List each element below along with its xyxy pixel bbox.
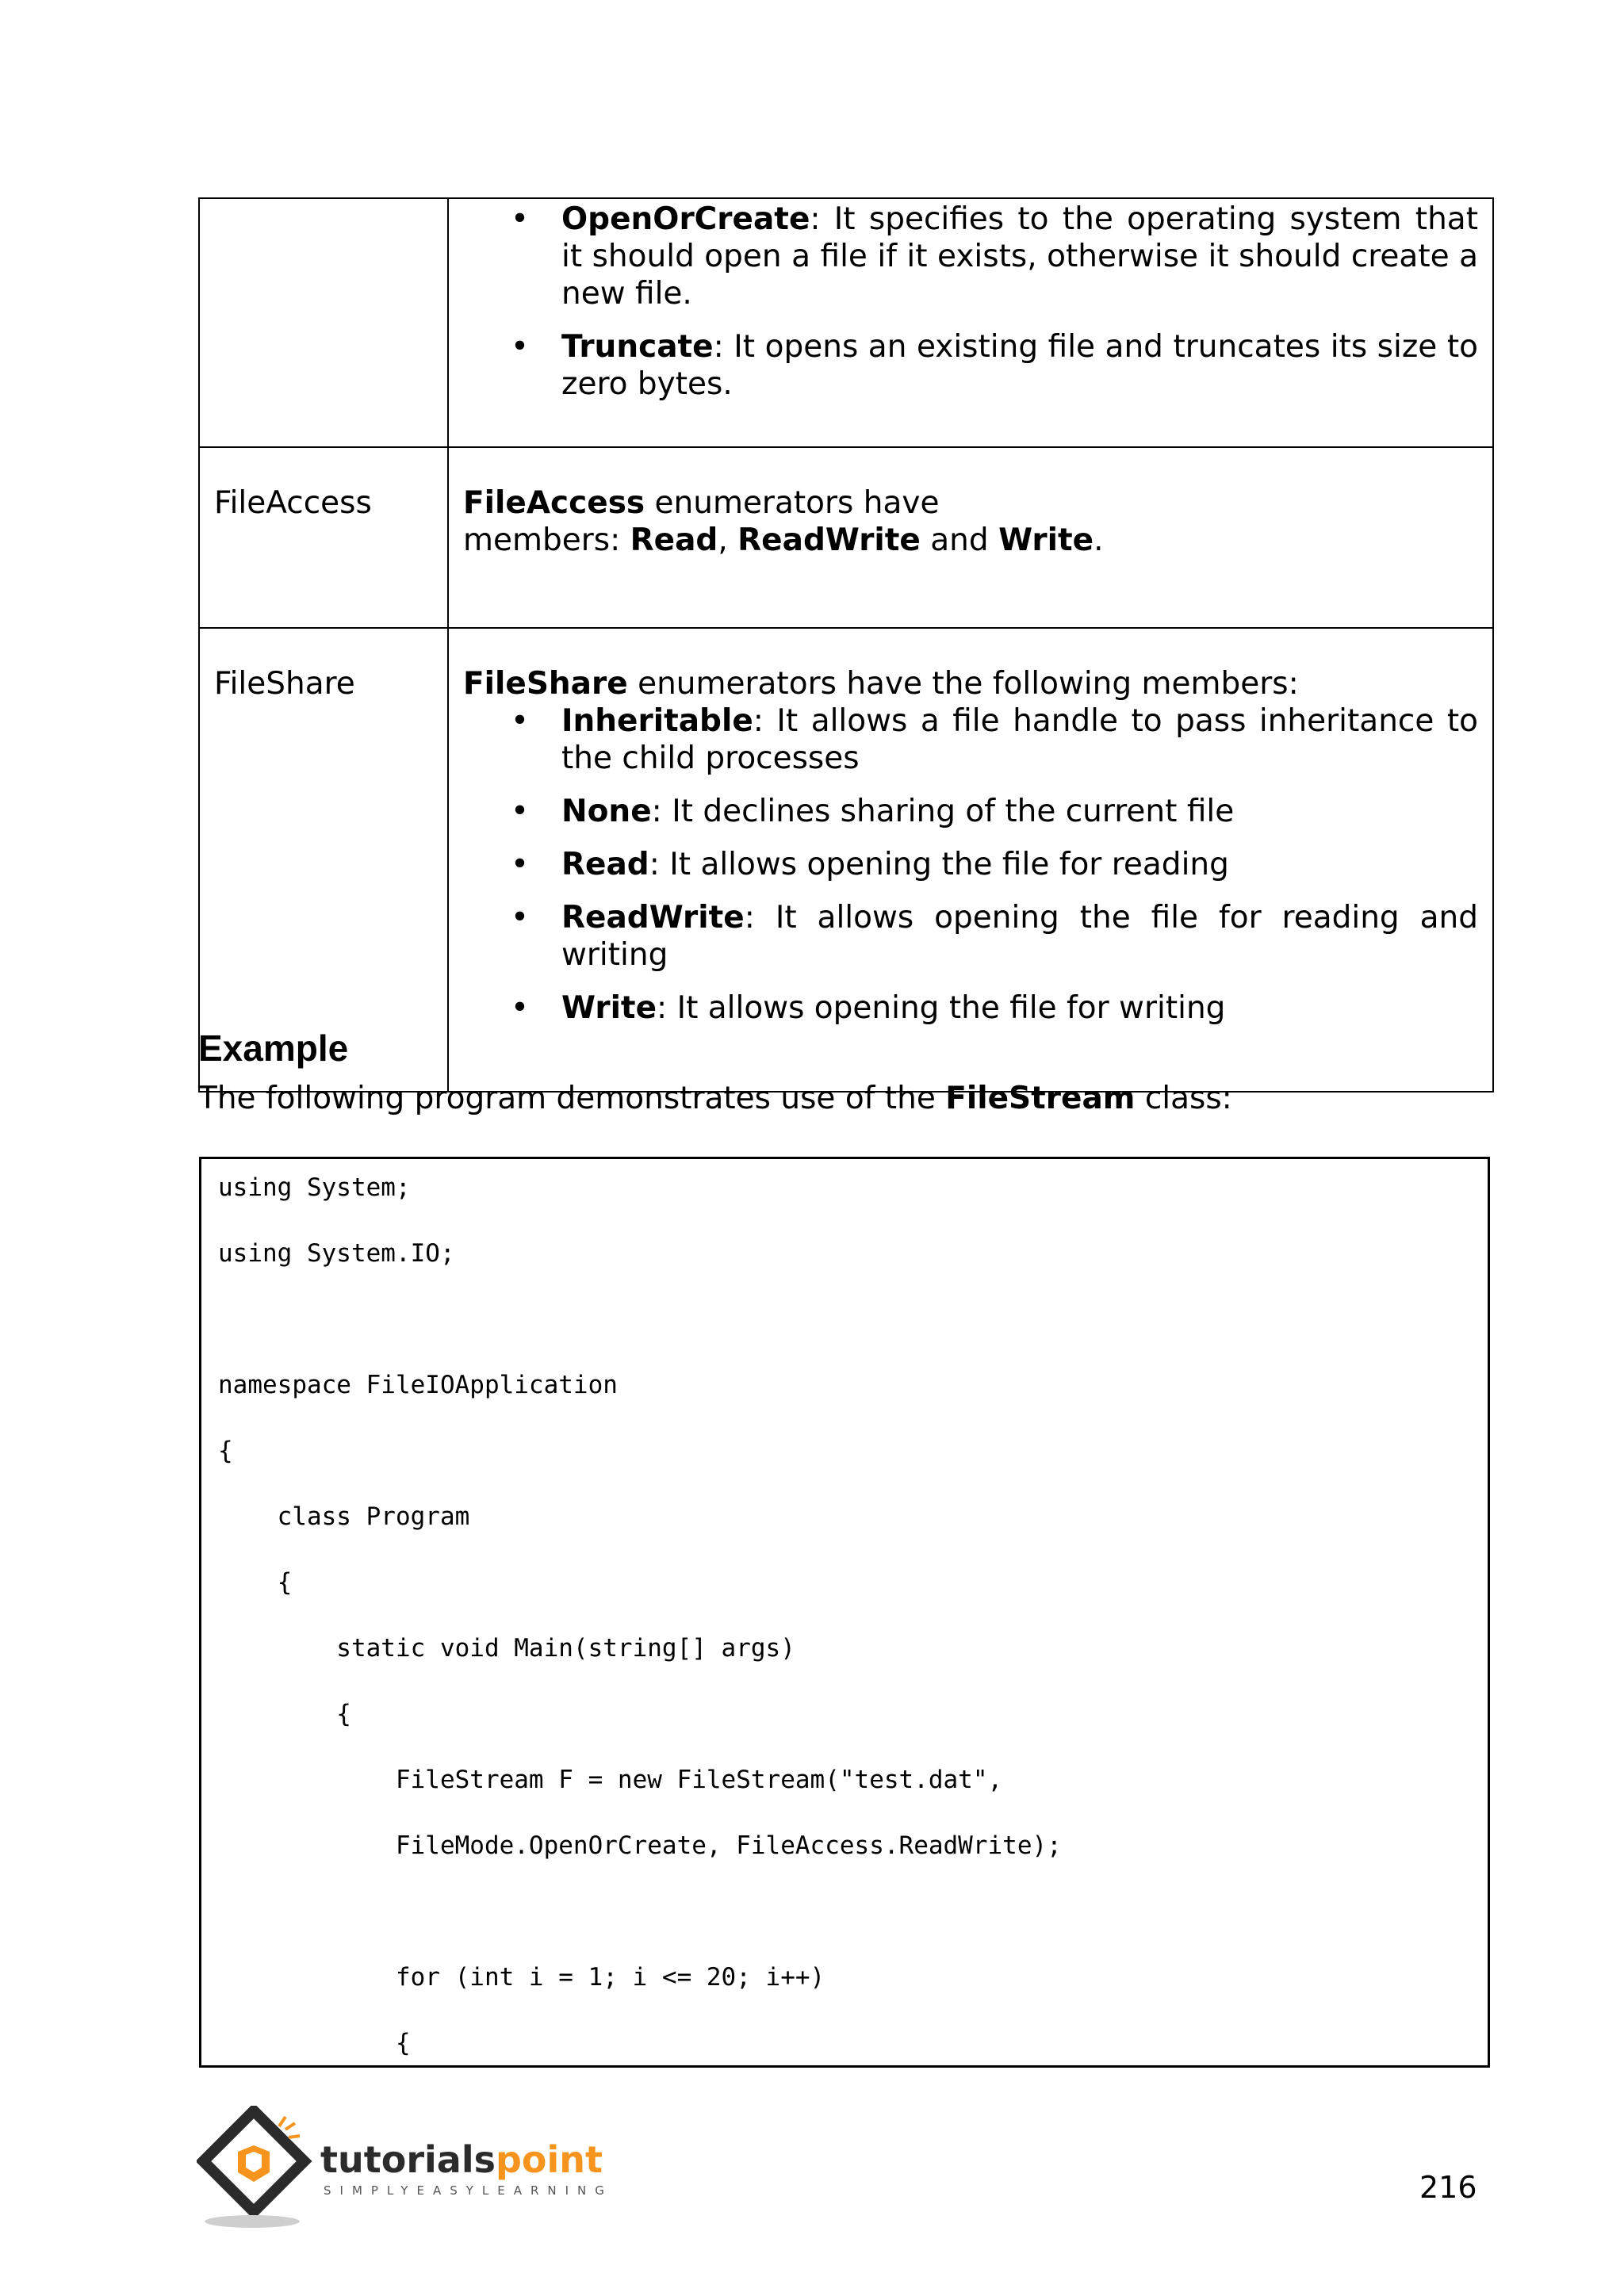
parameter-description-cell bbox=[448, 198, 1493, 447]
code-line: using System; bbox=[218, 1173, 411, 1202]
parameter-name-cell bbox=[199, 198, 448, 447]
list-item-term: None bbox=[561, 794, 652, 829]
code-line: { bbox=[218, 1568, 293, 1597]
description-text bbox=[463, 665, 1478, 702]
list-item bbox=[561, 989, 1478, 1027]
bullet-list bbox=[463, 201, 1478, 403]
parameter-name-cell: FileShare bbox=[199, 628, 448, 1092]
text: members: bbox=[463, 522, 630, 558]
list-item-text: : It declines sharing of the current file bbox=[651, 794, 1235, 829]
list-item-term: Write bbox=[561, 990, 657, 1026]
list-item bbox=[561, 201, 1478, 312]
list-item-term: Read bbox=[561, 847, 649, 882]
text: enumerators have the following members: bbox=[627, 666, 1299, 702]
list-item-term: Truncate bbox=[561, 329, 714, 365]
code-line: static void Main(string[] args) bbox=[218, 1634, 795, 1663]
term: Write bbox=[998, 522, 1094, 558]
intro-paragraph bbox=[198, 1080, 1232, 1118]
list-item-text: : It allows opening the file for reading and writing bbox=[561, 900, 1478, 973]
term: ReadWrite bbox=[737, 522, 921, 558]
parameter-description-cell bbox=[448, 628, 1493, 1092]
bullet-list bbox=[463, 702, 1478, 1027]
text: class: bbox=[1135, 1081, 1232, 1116]
list-item-text: : It allows opening the file for reading bbox=[649, 847, 1229, 882]
logo-tagline: SIMPLYEASYLEARNING bbox=[324, 2183, 613, 2198]
term: FileShare bbox=[463, 666, 628, 702]
table-row bbox=[199, 628, 1493, 1092]
text: . bbox=[1094, 522, 1104, 558]
code-line: for (int i = 1; i <= 20; i++) bbox=[218, 1963, 825, 1992]
list-item bbox=[561, 793, 1478, 830]
code-line: using System.IO; bbox=[218, 1239, 455, 1268]
list-item bbox=[561, 846, 1478, 883]
list-item bbox=[561, 328, 1478, 403]
list-item-term: ReadWrite bbox=[561, 900, 745, 936]
code-line: namespace FileIOApplication bbox=[218, 1371, 618, 1399]
code-line: { bbox=[218, 1437, 233, 1465]
list-item-term: Inheritable bbox=[561, 703, 753, 739]
parameter-table bbox=[198, 197, 1494, 1093]
logo-wordmark: tutorialspoint bbox=[320, 2138, 603, 2181]
code-line: class Program bbox=[218, 1502, 470, 1531]
parameter-description-cell bbox=[448, 447, 1493, 628]
logo-mark bbox=[197, 2106, 312, 2228]
code-line: FileStream F = new FileStream("test.dat", bbox=[218, 1766, 1003, 1794]
text: , bbox=[718, 522, 738, 558]
list-item-text: : It opens an existing file and truncates its size to zero bytes. bbox=[561, 329, 1478, 402]
code-line: { bbox=[218, 1700, 351, 1728]
list-item-term: OpenOrCreate bbox=[561, 201, 810, 237]
table-row bbox=[199, 198, 1493, 447]
code-block bbox=[199, 1157, 1490, 2068]
code-line: { bbox=[218, 2029, 411, 2057]
text: and bbox=[920, 522, 999, 558]
page-number: 216 bbox=[1419, 2170, 1477, 2205]
term: Read bbox=[630, 522, 718, 558]
list-item-text: : It specifies to the operating system that it should open a file if it exists, otherwise it should create a new file. bbox=[561, 201, 1478, 312]
section-heading: Example bbox=[198, 1027, 349, 1069]
parameter-name-cell: FileAccess bbox=[199, 447, 448, 628]
tutorialspoint-logo bbox=[197, 2106, 641, 2233]
table-row bbox=[199, 447, 1493, 628]
code-line: FileMode.OpenOrCreate, FileAccess.ReadWrite); bbox=[218, 1831, 1062, 1860]
term: FileAccess bbox=[463, 485, 645, 521]
description-text bbox=[463, 484, 1478, 559]
text: The following program demonstrates use of the bbox=[198, 1081, 946, 1116]
text: enumerators have bbox=[645, 485, 940, 521]
list-item bbox=[561, 899, 1478, 974]
list-item-text: : It allows opening the file for writing bbox=[657, 990, 1226, 1026]
list-item-text: : It allows a file handle to pass inheritance to the child processes bbox=[561, 703, 1478, 776]
term: FileStream bbox=[945, 1081, 1136, 1116]
list-item bbox=[561, 702, 1478, 777]
